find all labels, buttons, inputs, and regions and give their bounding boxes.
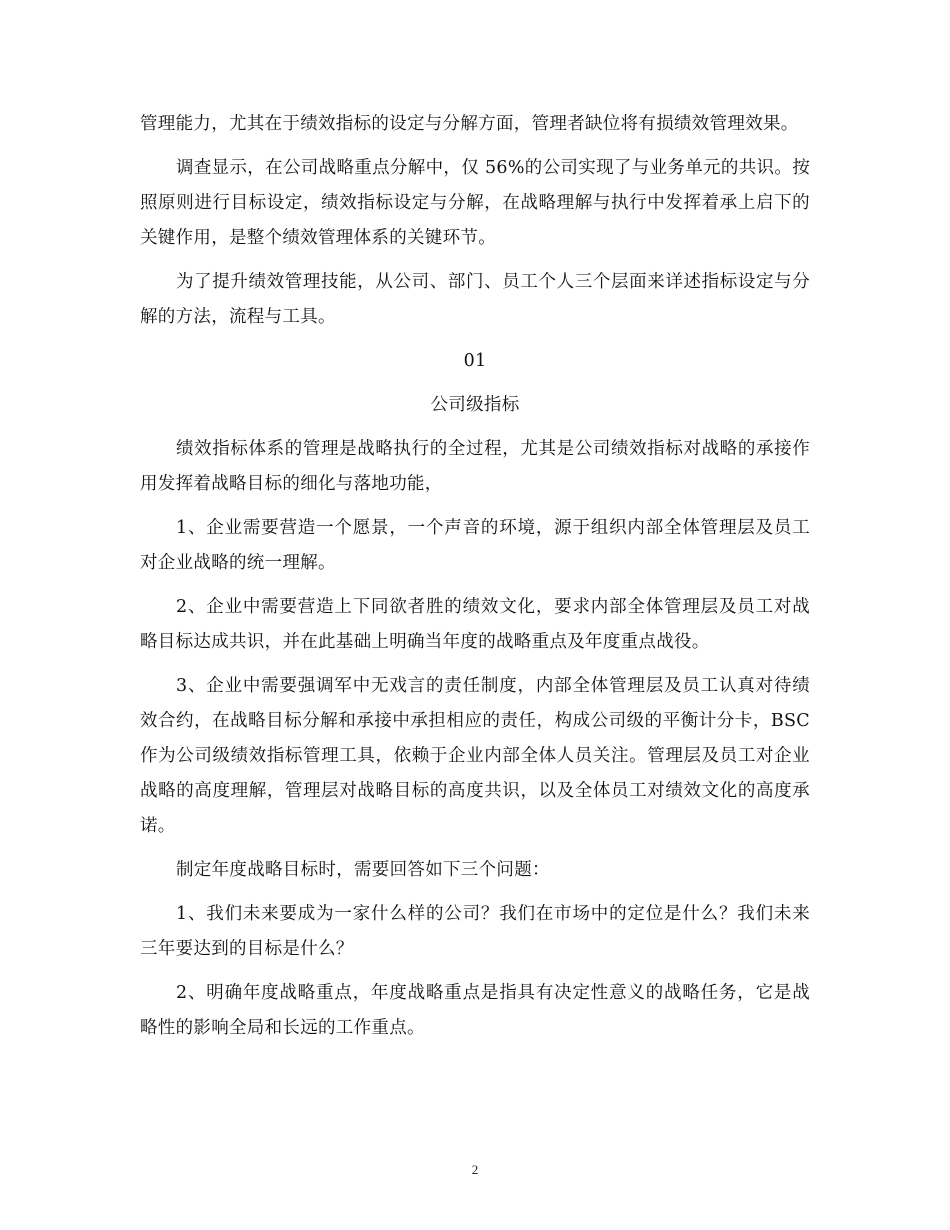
list-item: 2、明确年度战略重点，年度战略重点是指具有决定性意义的战略任务，它是战略性的影响全局和长远的工作重点。 bbox=[140, 983, 810, 1038]
list-item: 1、企业需要营造一个愿景，一个声音的环境，源于组织内部全体管理层及员工对企业战略的统一理解。 bbox=[140, 518, 810, 573]
section-number: 01 bbox=[463, 351, 487, 371]
paragraph: 为了提升绩效管理技能，从公司、部门、员工个人三个层面来详述指标设定与分解的方法，流程与工具。 bbox=[140, 272, 810, 327]
list-item: 2、企业中需要营造上下同欲者胜的绩效文化，要求内部全体管理层及员工对战略目标达成共识，并在此基础上明确当年度的战略重点及年度重点战役。 bbox=[140, 597, 810, 652]
list-item: 1、我们未来要成为一家什么样的公司？我们在市场中的定位是什么？我们未来三年要达到的目标是什么？ bbox=[140, 904, 810, 959]
paragraph: 调查显示，在公司战略重点分解中，仅 56%的公司实现了与业务单元的共识。按照原则进行目标设定，绩效指标设定与分解，在战略理解与执行中发挥着承上启下的关键作用，是整个绩效管理体系的关键环节。 bbox=[140, 158, 810, 248]
list-item: 3、企业中需要强调军中无戏言的责任制度，内部全体管理层及员工认真对待绩效合约，在战略目标分解和承接中承担相应的责任，构成公司级的平衡计分卡，BSC 作为公司级绩效指标管理工具，依赖于企业内部全体人员关注。管理层及员工对企业战略的高度理解，管理层对战略目标的高度共识，以及全体员工对绩效文化的高度承诺。 bbox=[140, 676, 810, 836]
paragraph: 管理能力，尤其在于绩效指标的设定与分解方面，管理者缺位将有损绩效管理效果。 bbox=[140, 114, 799, 134]
paragraph: 绩效指标体系的管理是战略执行的全过程，尤其是公司绩效指标对战略的承接作用发挥着战略目标的细化与落地功能， bbox=[140, 439, 810, 494]
document-body bbox=[140, 107, 810, 1055]
section-title: 公司级指标 bbox=[430, 395, 520, 415]
page-number: 2 bbox=[471, 1162, 479, 1177]
paragraph: 制定年度战略目标时，需要回答如下三个问题： bbox=[176, 860, 550, 880]
